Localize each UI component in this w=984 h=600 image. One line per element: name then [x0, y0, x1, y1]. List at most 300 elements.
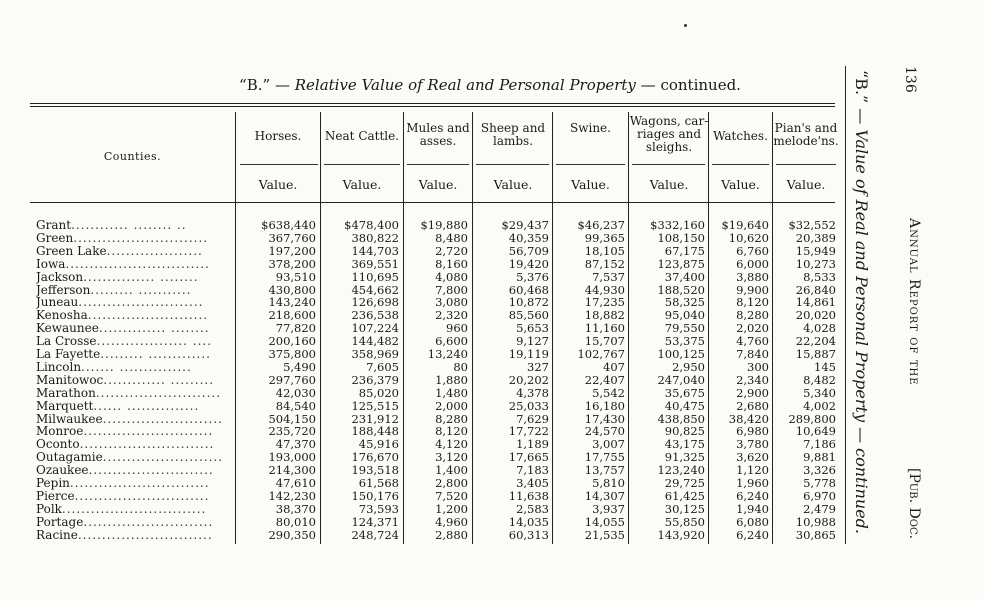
value-cell: 8,533: [803, 269, 836, 284]
value-cell: 99,365: [584, 230, 625, 245]
col-header-horses: Horses.: [254, 129, 302, 143]
county-label: Green: [36, 231, 74, 245]
county-label: Juneau: [36, 296, 79, 310]
value-cell: 43,175: [664, 437, 705, 452]
value-cell: $29,437: [501, 218, 549, 232]
value-cell: 85,560: [508, 308, 549, 323]
value-cell: 358,969: [351, 347, 399, 361]
dot-leader: ......... ...........: [90, 283, 192, 297]
value-subheader: Value.: [342, 177, 382, 192]
value-cell: 11,160: [584, 321, 625, 336]
county-label: Monroe: [36, 425, 84, 439]
table-row: [0, 374, 840, 387]
value-cell: 10,620: [728, 230, 769, 245]
value-cell: 1,880: [435, 372, 468, 387]
dot-leader: ..........................: [88, 464, 214, 478]
value-cell: 407: [603, 359, 625, 374]
county-label: Manitowoc: [36, 373, 104, 387]
value-cell: 8,120: [435, 424, 468, 439]
value-cell: 15,949: [795, 243, 836, 258]
dot-leader: ....................: [106, 244, 203, 258]
table-row: [0, 425, 840, 438]
value-cell: 14,861: [795, 295, 836, 310]
value-cell: 60,313: [508, 527, 549, 542]
value-cell: 290,350: [268, 527, 316, 542]
value-cell: 3,620: [736, 450, 769, 465]
value-cell: 2,720: [435, 243, 468, 258]
county-label: Portage: [36, 515, 84, 529]
dot-leader: ..........................: [78, 296, 204, 310]
value-cell: 9,127: [516, 334, 549, 349]
value-cell: 80: [453, 359, 468, 374]
value-cell: 42,030: [275, 385, 316, 400]
value-subheader: Value.: [721, 177, 760, 192]
value-cell: 7,520: [435, 488, 468, 503]
county-label: Grant: [36, 219, 72, 232]
county-name: [36, 503, 232, 516]
value-cell: 7,186: [803, 437, 836, 452]
header-underline: [240, 164, 318, 165]
header-underline: [476, 164, 549, 165]
col-header-wagons: Wagons, car-riages and sleighs.: [629, 114, 709, 154]
value-cell: 100,125: [657, 347, 705, 361]
county-label: Ozaukee: [36, 464, 89, 478]
value-subheader: Value.: [493, 177, 533, 192]
value-cell: 61,425: [664, 488, 705, 503]
county-label: La Fayette: [36, 348, 101, 361]
value-cell: 61,568: [358, 476, 399, 490]
county-label: Racine: [36, 528, 78, 542]
county-name: [36, 516, 232, 529]
county-label: Marathon: [36, 386, 96, 400]
value-subheader: Value.: [786, 177, 826, 192]
value-cell: 17,755: [584, 450, 625, 465]
table-row: [0, 361, 840, 374]
table-row: [0, 258, 840, 271]
table-row: [0, 245, 840, 258]
dot-leader: ................... ....: [96, 335, 213, 349]
dot-leader: ............................: [73, 231, 209, 245]
margin-rule: [845, 66, 846, 544]
value-cell: 430,800: [268, 282, 316, 297]
table-row: [0, 232, 840, 245]
county-name: [36, 387, 232, 400]
value-cell: 8,280: [435, 411, 468, 426]
value-cell: 40,475: [664, 398, 705, 413]
value-cell: 150,176: [351, 488, 399, 503]
table-row: [0, 529, 840, 542]
value-cell: 375,800: [268, 347, 316, 361]
value-cell: 19,119: [508, 347, 549, 361]
value-cell: 7,629: [516, 411, 549, 426]
value-cell: 91,325: [664, 450, 705, 465]
value-cell: 369,551: [351, 256, 399, 271]
county-name: [36, 322, 232, 335]
table-row: [0, 464, 840, 477]
county-label: Iowa: [36, 257, 66, 271]
value-cell: 327: [527, 359, 549, 374]
value-cell: 30,125: [664, 501, 705, 516]
county-name: [36, 232, 232, 245]
value-cell: 8,480: [435, 230, 468, 245]
county-label: Pepin: [36, 477, 70, 490]
col-header-sheep: Sheep and lambs.: [480, 121, 546, 148]
county-name: [36, 335, 232, 348]
value-cell: 84,540: [275, 398, 316, 413]
value-cell: 17,235: [584, 295, 625, 310]
dot-leader: .............................: [69, 477, 210, 490]
value-cell: 144,482: [351, 334, 399, 349]
county-label: Kewaunee: [36, 322, 99, 336]
value-cell: 367,760: [268, 230, 316, 245]
value-cell: 3,080: [435, 295, 468, 310]
value-cell: 22,407: [584, 372, 625, 387]
dot-leader: ...........................: [83, 515, 214, 529]
value-cell: 145: [814, 359, 836, 374]
value-cell: 10,872: [508, 295, 549, 310]
table-title: [150, 76, 830, 94]
value-cell: 5,542: [592, 385, 625, 400]
value-cell: 218,600: [268, 308, 316, 323]
value-cell: 17,665: [508, 450, 549, 465]
table-row: [0, 309, 840, 322]
value-cell: $478,400: [344, 218, 399, 232]
value-cell: 10,273: [795, 256, 836, 271]
top-rule-2: [30, 106, 835, 107]
county-name: [36, 258, 232, 271]
county-label: Pierce: [36, 489, 75, 503]
value-cell: 38,370: [275, 501, 316, 516]
county-name: [36, 361, 232, 374]
value-cell: 80,010: [275, 514, 316, 529]
county-label: Outagamie: [36, 451, 103, 465]
value-cell: 5,490: [283, 359, 316, 374]
value-cell: 15,707: [584, 334, 625, 349]
value-cell: 300: [747, 359, 769, 374]
table-row: [0, 490, 840, 503]
value-cell: 4,080: [435, 269, 468, 284]
value-cell: 504,150: [268, 411, 316, 426]
header-underline: [776, 164, 836, 165]
table-row: [0, 477, 840, 490]
value-cell: 2,479: [803, 501, 836, 516]
table-row: [0, 296, 840, 309]
county-name: [36, 374, 232, 387]
value-cell: 110,695: [351, 269, 399, 284]
value-cell: 45,916: [358, 437, 399, 452]
value-cell: 1,200: [435, 501, 468, 516]
dot-leader: ..............................: [65, 257, 210, 271]
side-title-text: — Value of Real and Personal Property — continued.: [852, 108, 871, 535]
value-cell: 1,960: [736, 476, 769, 490]
value-cell: 438,850: [657, 411, 705, 426]
value-cell: 297,760: [268, 372, 316, 387]
value-cell: 3,780: [736, 437, 769, 452]
dot-leader: ....... ...............: [81, 360, 192, 374]
value-cell: 5,376: [516, 269, 549, 284]
value-cell: 236,538: [351, 308, 399, 323]
value-cell: 200,160: [268, 334, 316, 349]
side-table-title: [852, 70, 871, 534]
value-cell: 85,020: [358, 385, 399, 400]
value-cell: 55,850: [664, 514, 705, 529]
county-label: Oconto: [36, 438, 80, 452]
value-cell: 3,405: [516, 476, 549, 490]
value-cell: 4,028: [803, 321, 836, 336]
value-cell: 15,887: [795, 347, 836, 361]
table-row: [0, 413, 840, 426]
counties-header: Counties.: [103, 150, 162, 163]
value-subheader: Value.: [418, 177, 458, 192]
dot-leader: .........................: [102, 412, 223, 426]
value-cell: 176,670: [351, 450, 399, 465]
county-name: [36, 477, 232, 490]
value-cell: 6,080: [736, 514, 769, 529]
value-cell: $332,160: [650, 218, 705, 232]
running-head: Annual Report of the: [906, 218, 922, 386]
county-label: Milwaukee: [36, 412, 103, 426]
dot-leader: ............................: [79, 438, 215, 452]
value-cell: 1,400: [435, 463, 468, 478]
page-number: 136: [902, 66, 918, 93]
value-cell: 5,810: [592, 476, 625, 490]
value-subheader: Value.: [571, 177, 610, 192]
value-cell: 14,055: [584, 514, 625, 529]
value-cell: 24,570: [584, 424, 625, 439]
county-label: Jefferson: [36, 283, 91, 297]
table-row: [0, 451, 840, 464]
side-title-mark: “B.”: [852, 70, 871, 104]
dot-leader: ............................: [77, 528, 213, 542]
value-cell: 37,400: [664, 269, 705, 284]
value-cell: 143,240: [268, 295, 316, 310]
dot-leader: ......... .............: [100, 348, 211, 361]
dot-leader: ..........................: [95, 386, 222, 400]
county-name: [36, 296, 232, 309]
col-header-mules: Mules and asses.: [406, 121, 470, 148]
table-row: [0, 322, 840, 335]
value-cell: 4,378: [516, 385, 549, 400]
county-label: La Crosse: [36, 335, 97, 349]
value-cell: 19,420: [508, 256, 549, 271]
value-cell: 60,468: [508, 282, 549, 297]
value-cell: 108,150: [657, 230, 705, 245]
county-label: Lincoln: [36, 360, 82, 374]
value-cell: 1,940: [736, 501, 769, 516]
pub-doc-label: [Pub. Doc.: [906, 468, 922, 540]
value-subheader: Value.: [258, 177, 298, 192]
value-cell: 6,970: [803, 488, 836, 503]
county-label: Kenosha: [36, 309, 88, 323]
value-cell: 3,007: [592, 437, 625, 452]
value-cell: 123,875: [657, 256, 705, 271]
county-name: [36, 245, 232, 258]
value-cell: 8,280: [736, 308, 769, 323]
value-cell: 17,722: [508, 424, 549, 439]
dot-leader: ...... ...............: [93, 399, 200, 413]
value-cell: 235,720: [268, 424, 316, 439]
value-cell: 3,120: [435, 450, 468, 465]
county-name: [36, 413, 232, 426]
value-cell: 5,653: [516, 321, 549, 336]
paper-speck: [684, 24, 687, 27]
dot-leader: ............ ........ ..: [71, 219, 187, 232]
col-header-swine: Swine.: [570, 121, 611, 135]
value-cell: 236,379: [351, 372, 399, 387]
value-cell: 123,240: [657, 463, 705, 478]
county-name: [36, 348, 232, 361]
value-cell: 8,120: [736, 295, 769, 310]
value-cell: 7,605: [366, 359, 399, 374]
value-cell: 2,880: [435, 527, 468, 542]
value-cell: 143,920: [657, 527, 705, 542]
value-cell: 107,224: [351, 321, 399, 336]
county-name: [36, 309, 232, 322]
value-cell: 9,900: [736, 282, 769, 297]
value-cell: 11,638: [508, 488, 549, 503]
value-cell: 35,675: [664, 385, 705, 400]
value-cell: 87,152: [584, 256, 625, 271]
value-cell: 2,583: [516, 501, 549, 516]
table-row: [0, 387, 840, 400]
col-header-pianos: Pian's and melode'ns.: [773, 121, 839, 148]
value-cell: 77,820: [275, 321, 316, 336]
value-cell: 5,340: [803, 385, 836, 400]
value-cell: 188,520: [657, 282, 705, 297]
table-row: [0, 335, 840, 348]
value-cell: 44,930: [584, 282, 625, 297]
county-name: [36, 438, 232, 451]
value-cell: 4,760: [736, 334, 769, 349]
value-cell: 4,120: [435, 437, 468, 452]
county-name: [36, 219, 232, 232]
title-suffix: continued.: [660, 76, 741, 94]
county-name: [36, 271, 232, 284]
value-cell: 8,482: [803, 372, 836, 387]
dot-leader: ..............................: [61, 502, 207, 516]
value-cell: 20,389: [795, 230, 836, 245]
value-cell: 7,537: [592, 269, 625, 284]
title-mark: “B.”: [239, 76, 271, 94]
table-row: [0, 438, 840, 451]
table-row: [0, 219, 840, 232]
value-subheader: Value.: [649, 177, 689, 192]
value-cell: 6,240: [736, 527, 769, 542]
value-cell: 380,822: [351, 230, 399, 245]
value-cell: 197,200: [268, 243, 316, 258]
value-cell: 6,760: [736, 243, 769, 258]
value-cell: 40,359: [508, 230, 549, 245]
value-cell: 47,610: [275, 476, 316, 490]
value-cell: 20,020: [795, 308, 836, 323]
value-cell: 93,510: [275, 269, 316, 284]
county-label: Polk: [36, 502, 62, 516]
value-cell: $19,880: [420, 218, 468, 232]
value-cell: 248,724: [351, 527, 399, 542]
value-cell: 2,020: [736, 321, 769, 336]
value-cell: 5,778: [803, 476, 836, 490]
value-cell: 67,175: [664, 243, 705, 258]
value-cell: 13,757: [584, 463, 625, 478]
dot-leader: ...........................: [83, 425, 214, 439]
county-name: [36, 400, 232, 413]
value-cell: 2,900: [736, 385, 769, 400]
value-cell: 26,840: [795, 282, 836, 297]
value-cell: 17,430: [584, 411, 625, 426]
value-cell: 2,800: [435, 476, 468, 490]
county-name: [36, 451, 232, 464]
value-cell: 1,480: [435, 385, 468, 400]
dot-leader: ............................: [74, 489, 210, 503]
value-cell: 102,767: [577, 347, 625, 361]
value-cell: 125,515: [351, 398, 399, 413]
value-cell: 142,230: [268, 488, 316, 503]
county-label: Marquett: [36, 399, 94, 413]
value-cell: 454,662: [351, 282, 399, 297]
value-cell: 2,680: [736, 398, 769, 413]
value-cell: 58,325: [664, 295, 705, 310]
header-underline: [556, 164, 625, 165]
value-cell: 73,593: [358, 501, 399, 516]
col-header-neat-cattle: Neat Cattle.: [324, 129, 400, 143]
value-cell: 2,950: [672, 359, 705, 374]
value-cell: 18,882: [584, 308, 625, 323]
value-cell: 214,300: [268, 463, 316, 478]
table-row: [0, 284, 840, 297]
value-cell: 126,698: [351, 295, 399, 310]
value-cell: 1,189: [516, 437, 549, 452]
dot-leader: .........................: [102, 451, 224, 465]
county-label: Jackson: [36, 270, 84, 284]
value-cell: $19,640: [721, 218, 769, 232]
value-cell: 9,881: [803, 450, 836, 465]
county-name: [36, 425, 232, 438]
table-row: [0, 348, 840, 361]
value-cell: 3,326: [803, 463, 836, 478]
value-cell: 20,202: [508, 372, 549, 387]
value-cell: 6,000: [736, 256, 769, 271]
value-cell: 25,033: [508, 398, 549, 413]
dot-leader: ............. .........: [103, 373, 215, 387]
value-cell: 14,035: [508, 514, 549, 529]
value-cell: 8,160: [435, 256, 468, 271]
value-cell: 247,040: [657, 372, 705, 387]
value-cell: 193,518: [351, 463, 399, 478]
value-cell: 90,825: [664, 424, 705, 439]
value-cell: $32,552: [788, 218, 836, 232]
dot-leader: .........................: [87, 309, 209, 323]
value-cell: 144,703: [351, 243, 399, 258]
value-cell: 13,240: [427, 347, 468, 361]
value-cell: 2,320: [435, 308, 468, 323]
value-cell: 1,120: [736, 463, 769, 478]
table-row: [0, 516, 840, 529]
value-cell: 47,370: [275, 437, 316, 452]
value-cell: 6,600: [435, 334, 468, 349]
value-cell: 10,988: [795, 514, 836, 529]
value-cell: 53,375: [664, 334, 705, 349]
table-row: [0, 503, 840, 516]
header-underline: [324, 164, 400, 165]
header-underline: [712, 164, 769, 165]
county-label: Green Lake: [36, 244, 107, 258]
value-cell: 960: [446, 321, 468, 336]
value-cell: 3,937: [592, 501, 625, 516]
header-underline: [407, 164, 469, 165]
dot-leader: ............... ........: [83, 270, 199, 284]
value-cell: 4,960: [435, 514, 468, 529]
value-cell: $638,440: [261, 218, 316, 232]
